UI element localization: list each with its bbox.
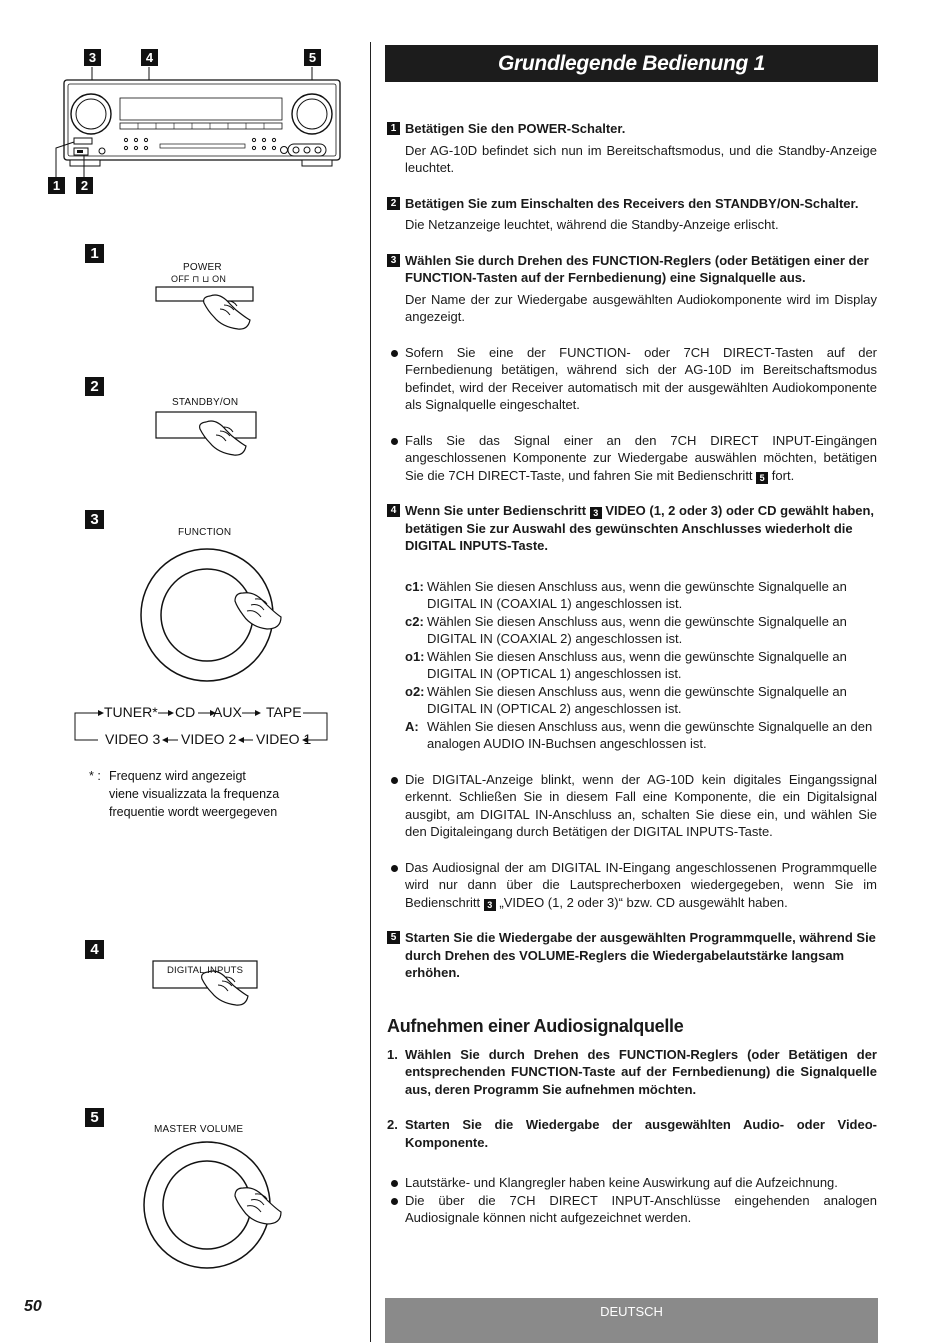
receiver-front-panel-illustration	[40, 60, 360, 185]
instructions-text	[387, 120, 877, 1227]
master-volume-knob-illustration	[135, 1140, 295, 1275]
page-number: 50	[24, 1298, 42, 1315]
flow-tape: TAPE	[266, 704, 302, 720]
step-4: 4 Wenn Sie unter Bedienschritt 3 VIDEO (1, 2 oder 3) oder CD gewählt haben, betätigen Sie zur Auswahl des gewünschten Anschlusses wiederholt die DIGITAL INPUTS-Taste.	[387, 502, 877, 555]
language-label: DEUTSCH	[600, 1304, 663, 1319]
frequency-footnote: * : Frequenz wird angezeigt viene visualizzata la frequenza frequentie wordt weergegeven	[89, 769, 280, 819]
step-label-2: 2	[85, 377, 104, 396]
option-item: o1: Wählen Sie diesen Anschluss aus, wenn die gewünschte Signalquelle an DIGITAL IN (OPTICAL 1) angeschlossen ist.	[405, 648, 847, 681]
power-button-illustration	[150, 284, 260, 330]
step-2: 2 Betätigen Sie zum Einschalten des Receivers den STANDBY/ON-Schalter. Die Netzanzeige leuchtet, während die Standby-Anzeige erlischt.	[387, 195, 877, 234]
power-switch-label: OFF ⊓ ⊔ ON	[171, 274, 227, 284]
note-bullet: Sofern Sie eine der FUNCTION- oder 7CH DIRECT-Tasten auf der Fernbedienung betätigen, während sich der AG-10D im Bereitschaftsmodus befindet, wird der Receiver automatisch mit der ausgewählten Audiokomponente als Signalquelle eingeschaltet.	[387, 344, 877, 414]
recording-step-1: 1. Wählen Sie durch Drehen des FUNCTION-Reglers (oder Betätigen der entsprechenden FUNCTION-Taste auf der Fernbedienung) die Signalquelle aus, deren Programm Sie aufnehmen möchten.	[387, 1046, 877, 1097]
flow-aux: AUX	[213, 704, 242, 720]
step-1: 1 Betätigen Sie den POWER-Schalter. Der AG-10D befindet sich nun im Bereitschaftsmodus, und die Standby-Anzeige leuchtet.	[387, 120, 877, 177]
step-label-5: 5	[85, 1108, 104, 1127]
recording-note: Lautstärke- und Klangregler haben keine Auswirkung auf die Aufzeichnung.	[387, 1174, 877, 1192]
function-label: FUNCTION	[178, 527, 232, 538]
function-knob-illustration	[135, 545, 295, 690]
flow-video2: VIDEO 2	[181, 731, 237, 747]
standby-button-illustration	[150, 408, 260, 458]
master-volume-label: MASTER VOLUME	[154, 1124, 244, 1135]
callout-4: 4	[141, 49, 158, 66]
flow-cd: CD	[175, 704, 196, 720]
step-3: 3 Wählen Sie durch Drehen des FUNCTION-Reglers (oder Betätigen einer der FUNCTION-Tasten auf der Fernbedienung) eine Signalquelle aus. Der Name der zur Wiedergabe ausgewählten Audiokomponente wird im Display angezeigt.	[387, 252, 877, 326]
note-bullet: Das Audiosignal der am DIGITAL IN-Eingang angeschlossenen Programmquelle wird nur dann über die Lautsprecherboxen wiedergegeben, wenn Sie im Bedienschritt 3 „VIDEO (1, 2 oder 3)“ bzw. CD ausgewählt haben.	[387, 859, 877, 912]
column-divider	[370, 42, 371, 1342]
standby-on-label: STANDBY/ON	[172, 397, 239, 408]
illustration-column	[0, 0, 370, 1343]
step-label-1: 1	[85, 244, 104, 263]
flow-video3: VIDEO 3	[105, 731, 161, 747]
option-item: c2: Wählen Sie diesen Anschluss aus, wenn die gewünschte Signalquelle an DIGITAL IN (COAXIAL 2) angeschlossen ist.	[405, 613, 847, 646]
option-item: A: Wählen Sie diesen Anschluss aus, wenn die gewünschte Signalquelle an den analogen AUDIO IN-Buchsen angeschlossen ist.	[405, 718, 873, 751]
digital-inputs-label: DIGITAL INPUTS	[167, 965, 244, 976]
callout-1: 1	[48, 177, 65, 194]
power-label: POWER	[183, 262, 222, 273]
callout-3: 3	[84, 49, 101, 66]
note-bullet: Die DIGITAL-Anzeige blinkt, wenn der AG-10D kein digitales Eingangssignal erkennt. Schließen Sie in diesem Fall eine Komponente, die ein Digitalsignal ausgibt, am DIGITAL IN-Anschluss an, schalten Sie diese ein, und wählen Sie den Digitaleingang durch Betätigen der DIGITAL INPUTS-Taste.	[387, 771, 877, 841]
digital-input-options	[387, 578, 877, 753]
page-title-bar	[385, 45, 878, 82]
recording-note: Die über die 7CH DIRECT INPUT-Anschlüsse eingehenden analogen Audiosignale können nicht aufgezeichnet werden.	[387, 1192, 877, 1227]
recording-heading: Aufnehmen einer Audiosignalquelle	[387, 1015, 684, 1036]
option-item: c1: Wählen Sie diesen Anschluss aus, wenn die gewünschte Signalquelle an DIGITAL IN (COAXIAL 1) angeschlossen ist.	[405, 578, 847, 611]
recording-step-2: 2. Starten Sie die Wiedergabe der ausgewählten Audio- oder Video-Komponente.	[387, 1117, 877, 1150]
step-label-4: 4	[85, 940, 104, 959]
flow-tuner: TUNER*	[104, 704, 158, 720]
step-label-3: 3	[85, 510, 104, 529]
page-title: Grundlegende Bedienung 1	[498, 52, 765, 75]
note-bullet: Falls Sie das Signal einer an den 7CH DIRECT INPUT-Eingängen angeschlossenen Komponente zur Wiedergabe auswählen möchten, betätigen Sie die 7CH DIRECT-Taste, und fahren Sie mit Bedienschritt 5 fort.	[387, 432, 877, 485]
callout-5: 5	[304, 49, 321, 66]
flow-video1: VIDEO 1	[256, 731, 312, 747]
callout-2: 2	[76, 177, 93, 194]
step-5: 5 Starten Sie die Wiedergabe der ausgewählten Programmquelle, während Sie durch Drehen des VOLUME-Reglers die Wiedergabelautstärke langsam erhöhen.	[387, 929, 877, 982]
option-item: o2: Wählen Sie diesen Anschluss aus, wenn die gewünschte Signalquelle an DIGITAL IN (OPTICAL 2) angeschlossen ist.	[405, 683, 847, 716]
language-footer	[385, 1298, 878, 1343]
